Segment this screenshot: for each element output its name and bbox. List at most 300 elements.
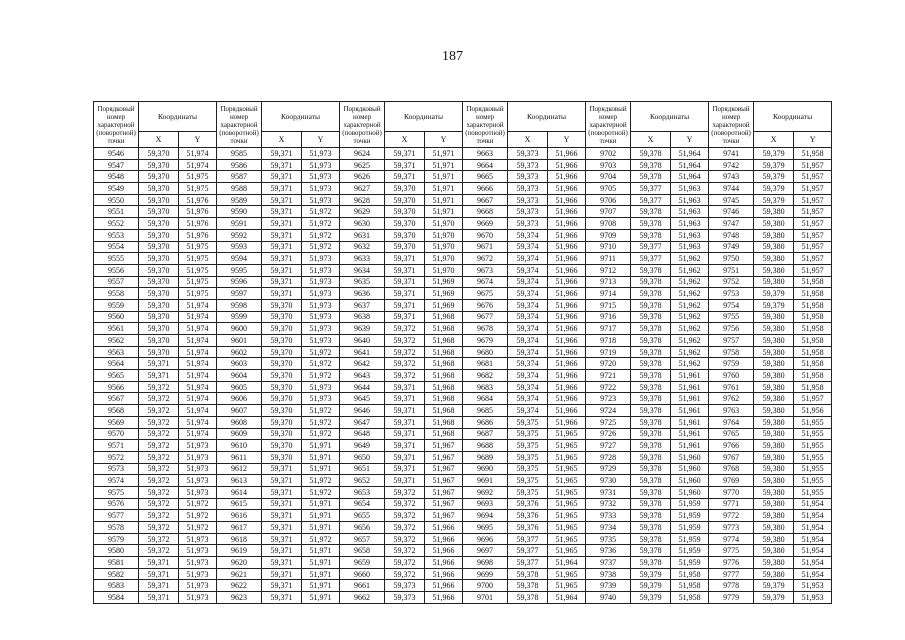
point-number-cell: 9766 [709,440,754,452]
x-coordinate-cell: 59,370 [139,218,179,230]
y-coordinate-cell: 51,957 [794,206,832,218]
point-number-cell: 9711 [586,253,631,265]
x-coordinate-cell: 59,380 [754,557,794,569]
point-number-cell: 9639 [340,323,385,335]
x-coordinate-cell: 59,380 [754,229,794,241]
page-number: 187 [442,49,463,64]
y-coordinate-cell: 51,973 [179,475,217,487]
point-number-cell: 9601 [217,335,262,347]
x-coordinate-cell: 59,379 [631,568,671,580]
y-coordinate-cell: 51,955 [794,428,832,440]
point-number-cell: 9660 [340,568,385,580]
y-coordinate-cell: 51,968 [425,416,463,428]
point-number-cell: 9767 [709,451,754,463]
y-coordinate-cell: 51,966 [548,358,586,370]
point-number-cell: 9581 [94,557,139,569]
y-coordinate-cell: 51,962 [671,358,709,370]
y-coordinate-cell: 51,964 [671,159,709,171]
point-number-cell: 9669 [463,218,508,230]
point-number-cell: 9645 [340,393,385,405]
y-coordinate-cell: 51,954 [794,568,832,580]
y-coordinate-cell: 51,968 [425,428,463,440]
point-number-cell: 9737 [586,557,631,569]
point-number-cell: 9567 [94,393,139,405]
y-coordinate-cell: 51,975 [179,183,217,195]
y-coordinate-cell: 51,965 [548,533,586,545]
point-number-cell: 9561 [94,323,139,335]
point-number-cell: 9608 [217,416,262,428]
x-coordinate-cell: 59,370 [139,299,179,311]
point-number-cell: 9632 [340,241,385,253]
point-number-cell: 9771 [709,498,754,510]
x-coordinate-cell: 59,371 [385,171,425,183]
point-number-cell: 9641 [340,346,385,358]
table-row [94,545,832,557]
y-coordinate-cell: 51,966 [548,229,586,241]
x-coordinate-cell: 59,378 [631,557,671,569]
point-number-cell: 9640 [340,335,385,347]
point-number-cell: 9650 [340,451,385,463]
x-coordinate-cell: 59,378 [631,229,671,241]
x-coordinate-cell: 59,378 [631,206,671,218]
x-coordinate-cell: 59,374 [508,241,548,253]
table-row [94,405,832,417]
y-coordinate-cell: 51,974 [179,393,217,405]
y-coordinate-cell: 51,974 [179,311,217,323]
point-number-cell: 9636 [340,288,385,300]
x-coordinate-cell: 59,373 [385,580,425,592]
point-number-cell: 9732 [586,498,631,510]
table-row [94,194,832,206]
table-row [94,568,832,580]
y-coordinate-cell: 51,955 [794,475,832,487]
point-number-cell: 9572 [94,451,139,463]
x-coordinate-cell: 59,380 [754,335,794,347]
x-coordinate-cell: 59,370 [139,241,179,253]
y-coordinate-cell: 51,974 [179,299,217,311]
point-number-cell: 9707 [586,206,631,218]
x-coordinate-cell: 59,372 [139,416,179,428]
x-header: X [631,132,671,148]
y-coordinate-cell: 51,966 [425,592,463,604]
point-number-cell: 9613 [217,475,262,487]
y-coordinate-cell: 51,971 [302,510,340,522]
point-number-cell: 9764 [709,416,754,428]
y-coordinate-cell: 51,972 [302,533,340,545]
y-coordinate-cell: 51,974 [179,159,217,171]
point-number-cell: 9618 [217,533,262,545]
point-number-cell: 9594 [217,253,262,265]
x-coordinate-cell: 59,371 [385,159,425,171]
x-coordinate-cell: 59,372 [139,463,179,475]
x-coordinate-cell: 59,374 [508,346,548,358]
y-coordinate-cell: 51,966 [548,288,586,300]
point-number-cell: 9651 [340,463,385,475]
x-coordinate-cell: 59,373 [508,194,548,206]
point-number-cell: 9756 [709,323,754,335]
x-coordinate-cell: 59,374 [508,253,548,265]
point-number-cell: 9751 [709,264,754,276]
x-coordinate-cell: 59,380 [754,475,794,487]
x-coordinate-cell: 59,374 [508,311,548,323]
y-coordinate-cell: 51,966 [425,568,463,580]
point-number-cell: 9738 [586,568,631,580]
y-coordinate-cell: 51,961 [671,428,709,440]
point-number-cell: 9557 [94,276,139,288]
x-coordinate-cell: 59,370 [385,206,425,218]
x-coordinate-cell: 59,370 [139,171,179,183]
x-coordinate-cell: 59,378 [631,218,671,230]
y-coordinate-cell: 51,971 [302,522,340,534]
x-coordinate-cell: 59,378 [631,510,671,522]
y-coordinate-cell: 51,957 [794,218,832,230]
table-row [94,288,832,300]
x-coordinate-cell: 59,380 [754,218,794,230]
x-coordinate-cell: 59,378 [631,358,671,370]
x-coordinate-cell: 59,371 [262,253,302,265]
point-number-cell: 9661 [340,580,385,592]
x-coordinate-cell: 59,370 [385,218,425,230]
x-coordinate-cell: 59,377 [508,545,548,557]
point-number-cell: 9755 [709,311,754,323]
y-coordinate-cell: 51,968 [425,358,463,370]
point-number-cell: 9709 [586,229,631,241]
x-coordinate-cell: 59,374 [508,393,548,405]
x-coordinate-cell: 59,371 [262,276,302,288]
x-coordinate-cell: 59,372 [385,358,425,370]
y-coordinate-cell: 51,973 [302,253,340,265]
point-number-cell: 9664 [463,159,508,171]
y-coordinate-cell: 51,966 [548,171,586,183]
x-coordinate-cell: 59,370 [139,311,179,323]
point-number-cell: 9562 [94,335,139,347]
y-coordinate-cell: 51,971 [302,568,340,580]
x-coordinate-cell: 59,373 [508,148,548,160]
y-coordinate-cell: 51,975 [179,276,217,288]
x-coordinate-cell: 59,370 [262,416,302,428]
y-coordinate-cell: 51,955 [794,463,832,475]
point-number-cell: 9642 [340,358,385,370]
point-number-cell: 9724 [586,405,631,417]
x-coordinate-cell: 59,372 [139,393,179,405]
point-number-cell: 9646 [340,405,385,417]
x-coordinate-cell: 59,374 [508,335,548,347]
y-coordinate-cell: 51,966 [548,381,586,393]
y-coordinate-cell: 51,964 [671,148,709,160]
x-coordinate-cell: 59,370 [139,264,179,276]
y-coordinate-cell: 51,973 [302,171,340,183]
y-coordinate-cell: 51,972 [302,428,340,440]
x-coordinate-cell: 59,374 [508,323,548,335]
y-coordinate-cell: 51,972 [302,475,340,487]
x-coordinate-cell: 59,370 [139,206,179,218]
y-coordinate-cell: 51,966 [548,323,586,335]
point-number-cell: 9686 [463,416,508,428]
x-coordinate-cell: 59,370 [262,335,302,347]
y-coordinate-cell: 51,976 [179,229,217,241]
x-coordinate-cell: 59,372 [385,533,425,545]
table-row [94,557,832,569]
table-row [94,253,832,265]
x-coordinate-cell: 59,371 [385,451,425,463]
x-coordinate-cell: 59,374 [508,405,548,417]
point-number-cell: 9615 [217,498,262,510]
x-coordinate-cell: 59,380 [754,486,794,498]
x-coordinate-cell: 59,370 [139,229,179,241]
y-coordinate-cell: 51,968 [425,323,463,335]
y-coordinate-cell: 51,953 [794,580,832,592]
y-coordinate-cell: 51,971 [302,498,340,510]
y-coordinate-cell: 51,972 [179,498,217,510]
point-number-cell: 9702 [586,148,631,160]
point-number-cell: 9609 [217,428,262,440]
y-coordinate-cell: 51,973 [302,335,340,347]
point-number-cell: 9674 [463,276,508,288]
point-number-cell: 9654 [340,498,385,510]
y-coordinate-cell: 51,966 [425,545,463,557]
x-coordinate-cell: 59,370 [139,159,179,171]
x-coordinate-cell: 59,378 [508,592,548,604]
point-number-cell: 9627 [340,183,385,195]
point-number-cell: 9648 [340,428,385,440]
point-number-header: Порядковый номер характерной (поворотной) точки [463,102,508,148]
y-coordinate-cell: 51,964 [548,592,586,604]
point-number-cell: 9715 [586,299,631,311]
y-coordinate-cell: 51,966 [548,218,586,230]
point-number-cell: 9585 [217,148,262,160]
y-coordinate-cell: 51,967 [425,475,463,487]
y-coordinate-cell: 51,954 [794,557,832,569]
table-row [94,148,832,160]
point-number-cell: 9718 [586,335,631,347]
point-number-cell: 9626 [340,171,385,183]
y-coordinate-cell: 51,974 [179,416,217,428]
x-coordinate-cell: 59,377 [631,194,671,206]
x-coordinate-cell: 59,377 [631,183,671,195]
x-coordinate-cell: 59,371 [139,568,179,580]
point-number-cell: 9754 [709,299,754,311]
x-coordinate-cell: 59,372 [139,510,179,522]
x-coordinate-cell: 59,373 [385,592,425,604]
x-coordinate-cell: 59,374 [508,264,548,276]
point-number-cell: 9592 [217,229,262,241]
x-coordinate-cell: 59,376 [508,498,548,510]
point-number-header: Порядковый номер характерной (поворотной) точки [709,102,754,148]
point-number-cell: 9583 [94,580,139,592]
y-coordinate-cell: 51,958 [794,148,832,160]
point-number-cell: 9745 [709,194,754,206]
table-row [94,440,832,452]
y-coordinate-cell: 51,959 [671,557,709,569]
point-number-cell: 9708 [586,218,631,230]
table-row [94,323,832,335]
point-number-cell: 9710 [586,241,631,253]
y-coordinate-cell: 51,971 [425,183,463,195]
x-coordinate-cell: 59,372 [139,428,179,440]
point-number-cell: 9619 [217,545,262,557]
x-coordinate-cell: 59,372 [385,557,425,569]
point-number-cell: 9644 [340,381,385,393]
x-coordinate-cell: 59,374 [508,370,548,382]
y-coordinate-cell: 51,954 [794,545,832,557]
point-number-cell: 9584 [94,592,139,604]
y-coordinate-cell: 51,959 [671,533,709,545]
point-number-cell: 9663 [463,148,508,160]
point-number-cell: 9665 [463,171,508,183]
y-coordinate-cell: 51,962 [671,264,709,276]
point-number-cell: 9590 [217,206,262,218]
y-coordinate-cell: 51,958 [794,370,832,382]
y-coordinate-cell: 51,962 [671,299,709,311]
y-coordinate-cell: 51,961 [671,381,709,393]
table-row [94,463,832,475]
table-row [94,475,832,487]
y-coordinate-cell: 51,966 [548,393,586,405]
x-coordinate-cell: 59,371 [262,545,302,557]
point-number-cell: 9657 [340,533,385,545]
y-coordinate-cell: 51,966 [548,206,586,218]
point-number-cell: 9727 [586,440,631,452]
point-number-cell: 9748 [709,229,754,241]
x-coordinate-cell: 59,371 [385,393,425,405]
table-row [94,358,832,370]
point-number-cell: 9716 [586,311,631,323]
x-coordinate-cell: 59,380 [754,533,794,545]
y-coordinate-cell: 51,974 [179,346,217,358]
y-coordinate-cell: 51,957 [794,241,832,253]
y-coordinate-cell: 51,960 [671,451,709,463]
y-coordinate-cell: 51,973 [179,533,217,545]
y-coordinate-cell: 51,968 [425,335,463,347]
point-number-cell: 9596 [217,276,262,288]
point-number-cell: 9688 [463,440,508,452]
y-coordinate-cell: 51,958 [794,276,832,288]
point-number-cell: 9550 [94,194,139,206]
point-number-cell: 9599 [217,311,262,323]
point-number-cell: 9758 [709,346,754,358]
x-coordinate-cell: 59,379 [754,159,794,171]
x-coordinate-cell: 59,380 [754,264,794,276]
x-coordinate-cell: 59,372 [139,475,179,487]
x-coordinate-cell: 59,380 [754,323,794,335]
y-coordinate-cell: 51,972 [302,358,340,370]
y-coordinate-cell: 51,973 [179,440,217,452]
point-number-cell: 9681 [463,358,508,370]
x-coordinate-cell: 59,372 [139,498,179,510]
point-number-cell: 9761 [709,381,754,393]
y-coordinate-cell: 51,958 [794,358,832,370]
point-number-cell: 9772 [709,510,754,522]
table-row [94,218,832,230]
x-coordinate-cell: 59,374 [508,288,548,300]
point-number-cell: 9605 [217,381,262,393]
point-number-cell: 9564 [94,358,139,370]
table-row [94,592,832,604]
y-coordinate-cell: 51,968 [425,346,463,358]
x-coordinate-cell: 59,378 [631,381,671,393]
point-number-cell: 9778 [709,580,754,592]
x-coordinate-cell: 59,370 [139,346,179,358]
point-number-cell: 9569 [94,416,139,428]
y-header: Y [671,132,709,148]
point-number-cell: 9731 [586,486,631,498]
point-number-cell: 9586 [217,159,262,171]
point-number-cell: 9704 [586,171,631,183]
point-number-cell: 9638 [340,311,385,323]
x-coordinate-cell: 59,378 [631,276,671,288]
y-coordinate-cell: 51,960 [671,475,709,487]
x-coordinate-cell: 59,380 [754,253,794,265]
x-header: X [262,132,302,148]
y-coordinate-cell: 51,975 [179,264,217,276]
point-number-cell: 9777 [709,568,754,580]
point-number-cell: 9629 [340,206,385,218]
y-coordinate-cell: 51,956 [794,405,832,417]
x-coordinate-cell: 59,372 [385,545,425,557]
y-coordinate-cell: 51,969 [425,276,463,288]
y-coordinate-cell: 51,972 [302,405,340,417]
y-coordinate-cell: 51,966 [548,241,586,253]
point-number-cell: 9614 [217,486,262,498]
point-number-cell: 9685 [463,405,508,417]
point-number-cell: 9589 [217,194,262,206]
table-row [94,171,832,183]
x-coordinate-cell: 59,371 [262,183,302,195]
y-coordinate-cell: 51,973 [179,463,217,475]
y-coordinate-cell: 51,954 [794,498,832,510]
x-coordinate-cell: 59,380 [754,522,794,534]
x-coordinate-cell: 59,378 [631,440,671,452]
x-coordinate-cell: 59,378 [631,299,671,311]
point-number-cell: 9552 [94,218,139,230]
point-number-cell: 9701 [463,592,508,604]
x-coordinate-cell: 59,372 [139,381,179,393]
x-coordinate-cell: 59,373 [508,206,548,218]
x-coordinate-cell: 59,370 [262,311,302,323]
x-coordinate-cell: 59,376 [508,522,548,534]
x-coordinate-cell: 59,371 [262,229,302,241]
y-coordinate-cell: 51,958 [794,299,832,311]
y-coordinate-cell: 51,967 [425,451,463,463]
x-coordinate-cell: 59,370 [262,358,302,370]
x-coordinate-cell: 59,380 [754,428,794,440]
point-number-cell: 9729 [586,463,631,475]
y-coordinate-cell: 51,967 [425,440,463,452]
y-coordinate-cell: 51,962 [671,253,709,265]
x-coordinate-cell: 59,378 [631,148,671,160]
point-number-cell: 9723 [586,393,631,405]
point-number-cell: 9649 [340,440,385,452]
y-coordinate-cell: 51,971 [302,545,340,557]
point-number-cell: 9730 [586,475,631,487]
x-coordinate-cell: 59,373 [508,218,548,230]
y-coordinate-cell: 51,966 [548,405,586,417]
y-coordinate-cell: 51,974 [179,323,217,335]
x-coordinate-cell: 59,371 [262,194,302,206]
table-row [94,276,832,288]
point-number-cell: 9616 [217,510,262,522]
y-coordinate-cell: 51,971 [425,194,463,206]
point-number-cell: 9712 [586,264,631,276]
point-number-cell: 9700 [463,580,508,592]
y-coordinate-cell: 51,973 [179,592,217,604]
x-coordinate-cell: 59,378 [631,498,671,510]
point-number-cell: 9739 [586,580,631,592]
point-number-cell: 9750 [709,253,754,265]
y-coordinate-cell: 51,971 [302,463,340,475]
table-row [94,335,832,347]
y-coordinate-cell: 51,958 [794,323,832,335]
